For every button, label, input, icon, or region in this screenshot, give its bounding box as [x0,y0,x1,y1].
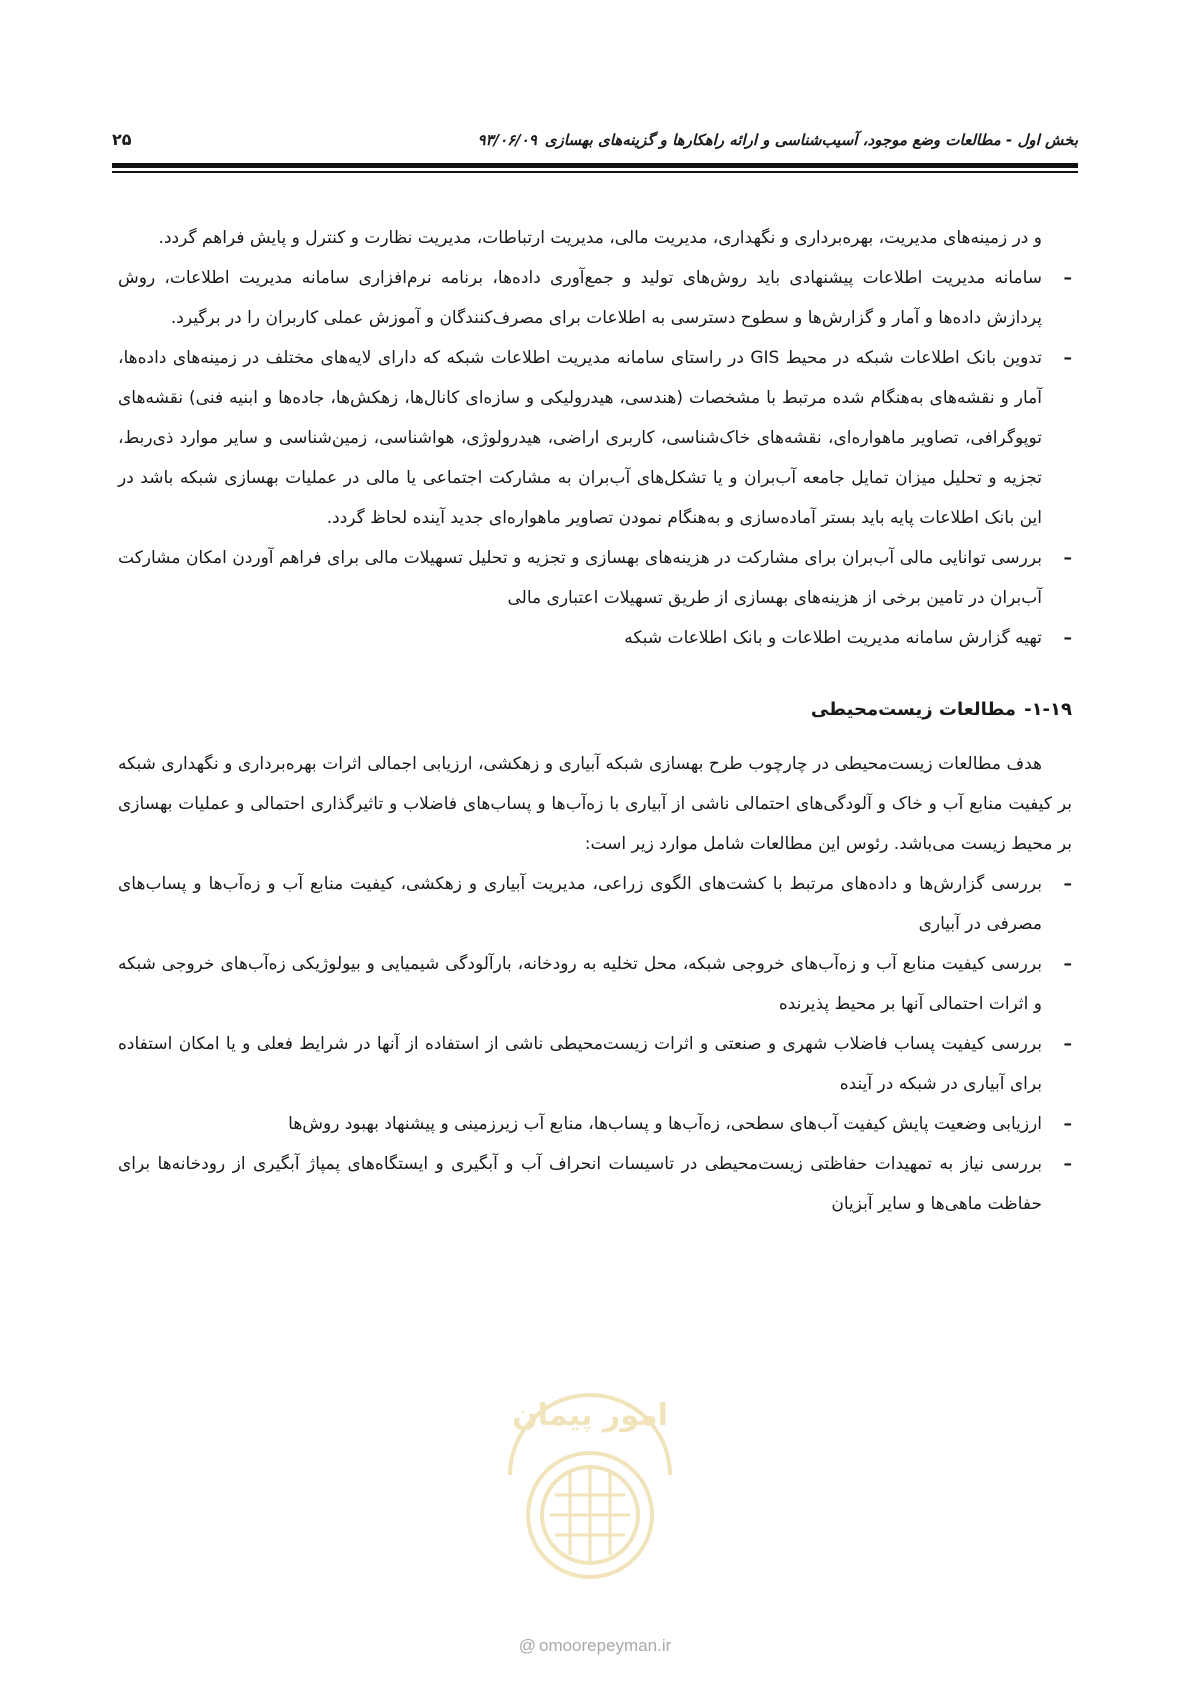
list-item [118,338,1072,538]
list-item [118,618,1072,658]
list-item-text: تدوین بانک اطلاعات شبکه در محیط GIS در راستای سامانه مدیریت اطلاعات شبکه که دارای لایه‌های مختلف در زمینه‌های داده‌ها، آمار و نقشه‌های به‌هنگام شده مرتبط با مشخصات (هندسی، هیدرولیکی و سازه‌ای کانال‌ها، زهکش‌ها، جاده‌ها و ابنیه فنی) نقشه‌های توپوگرافی، تصاویر ماهواره‌ای، نقشه‌های خاک‌شناسی، کاربری اراضی، هیدرولوژی، هواشناسی، زمین‌شناسی و سایر موارد ذی‌ربط، تجزیه و تحلیل میزان تمایل جامعه آب‌بران و یا تشکل‌های آب‌بران به مشارکت اجتماعی یا مالی در عملیات بهسازی شبکه باشد در این بانک اطلاعات پایه باید بستر آماده‌سازی و به‌هنگام نمودن تصاویر ماهواره‌ای جدید آینده لحاظ گردد. [118,348,1043,528]
dash-bullet: – [1063,1154,1072,1174]
environment-list [118,864,1072,1224]
intro-paragraph: و در زمینه‌های مدیریت، بهره‌برداری و نگهداری، مدیریت مالی، مدیریت ارتباطات، مدیریت نظارت و کنترل و پایش فراهم گردد. [158,228,1042,248]
page-header [112,128,1078,158]
at-icon: @ [518,1636,536,1655]
header-title-text: بخش اول - مطالعات وضع موجود، آسیب‌شناسی و ارائه راهکارها و گزینه‌های بهسازی [544,131,1078,149]
section-heading [118,690,1072,730]
dash-bullet: – [1063,1114,1072,1134]
list-item [118,864,1072,944]
list-item [118,1104,1072,1144]
list-item-text: بررسی گزارش‌ها و داده‌های مرتبط با کشت‌های الگوی زراعی، مدیریت آبیاری و زهکشی، کیفیت منابع آب و زه‌آب‌ها و پساب‌های مصرفی در آبیاری [118,874,1042,934]
watermark-site-text: omoorepeyman.ir [538,1636,672,1655]
watermark-text: امور پیمان [512,1398,668,1433]
list-item [118,258,1072,338]
list-item-text: سامانه مدیریت اطلاعات پیشنهادی باید روش‌های تولید و جمع‌آوری داده‌ها، برنامه نرم‌افزاری سامانه مدیریت اطلاعات، روش پردازش داده‌ها و آمار و گزارش‌ها و سطوح دسترسی به اطلاعات برای مصرف‌کنندگان و آموزش عملی کاربران را در برگیرد. [118,268,1042,328]
section-number: ۱-۱۹- [1024,699,1072,720]
dash-bullet: – [1063,1034,1072,1054]
list-item-text: بررسی کیفیت منابع آب و زه‌آب‌های خروجی شبکه، محل تخلیه به رودخانه، بارآلودگی شیمیایی و بیولوژیکی زه‌آب‌های خروجی شبکه و اثرات احتمالی آنها بر محیط پذیرنده [118,954,1042,1014]
header-date: ۹۳/۰۶/۰۹ [477,131,537,149]
list-item-text: تهیه گزارش سامانه مدیریت اطلاعات و بانک اطلاعات شبکه [624,628,1042,648]
watermark-logo [480,1355,700,1595]
header-rule-thick [112,163,1078,168]
header-rule-thin [112,171,1078,173]
header-title [478,128,1079,152]
list-item [118,944,1072,1024]
dash-bullet: – [1063,954,1072,974]
watermark-site [0,1636,1190,1656]
list-item [118,1024,1072,1104]
dash-bullet: – [1063,874,1072,894]
info-system-list [118,258,1072,658]
list-item [118,538,1072,618]
dash-bullet: – [1063,348,1072,368]
section-paragraph: هدف مطالعات زیست‌محیطی در چارچوب طرح بهسازی شبکه آبیاری و زهکشی، ارزیابی اجمالی اثرات بهره‌برداری و نگهداری شبکه بر کیفیت منابع آب و خاک و آلودگی‌های احتمالی ناشی از آبیاری با زه‌آب‌ها و پساب‌های فاضلاب و تاثیرگذاری احتمالی و عملیات بهسازی بر محیط زیست می‌باشد. رئوس این مطالعات شامل موارد زیر است: [118,754,1072,854]
dash-bullet: – [1063,548,1072,568]
dash-bullet: – [1063,268,1072,288]
list-item-text: ارزیابی وضعیت پایش کیفیت آب‌های سطحی، زه‌آب‌ها و پساب‌ها، منابع آب زیرزمینی و پیشنهاد بهبود روش‌ها [288,1114,1042,1134]
list-item-text: بررسی کیفیت پساب فاضلاب شهری و صنعتی و اثرات زیست‌محیطی ناشی از استفاده از آنها در شرایط فعلی و یا امکان استفاده برای آبیاری در شبکه در آینده [118,1034,1042,1094]
page-body [118,218,1072,1224]
list-item [118,1144,1072,1224]
list-item-text: بررسی توانایی مالی آب‌بران برای مشارکت در هزینه‌های بهسازی و تجزیه و تحلیل تسهیلات مالی برای فراهم آوردن امکان مشارکت آب‌بران در تامین برخی از هزینه‌های بهسازی از طریق تسهیلات اعتباری مالی [118,548,1042,608]
page-number: ۲۵ [112,130,132,149]
dash-bullet: – [1063,628,1072,648]
section-title: مطالعات زیست‌محیطی [810,699,1017,720]
list-item-text: بررسی نیاز به تمهیدات حفاظتی زیست‌محیطی در تاسیسات انحراف آب و آبگیری و ایستگاه‌های پمپاژ آبگیری از رودخانه‌ها برای حفاظت ماهی‌ها و سایر آبزیان [118,1154,1042,1214]
